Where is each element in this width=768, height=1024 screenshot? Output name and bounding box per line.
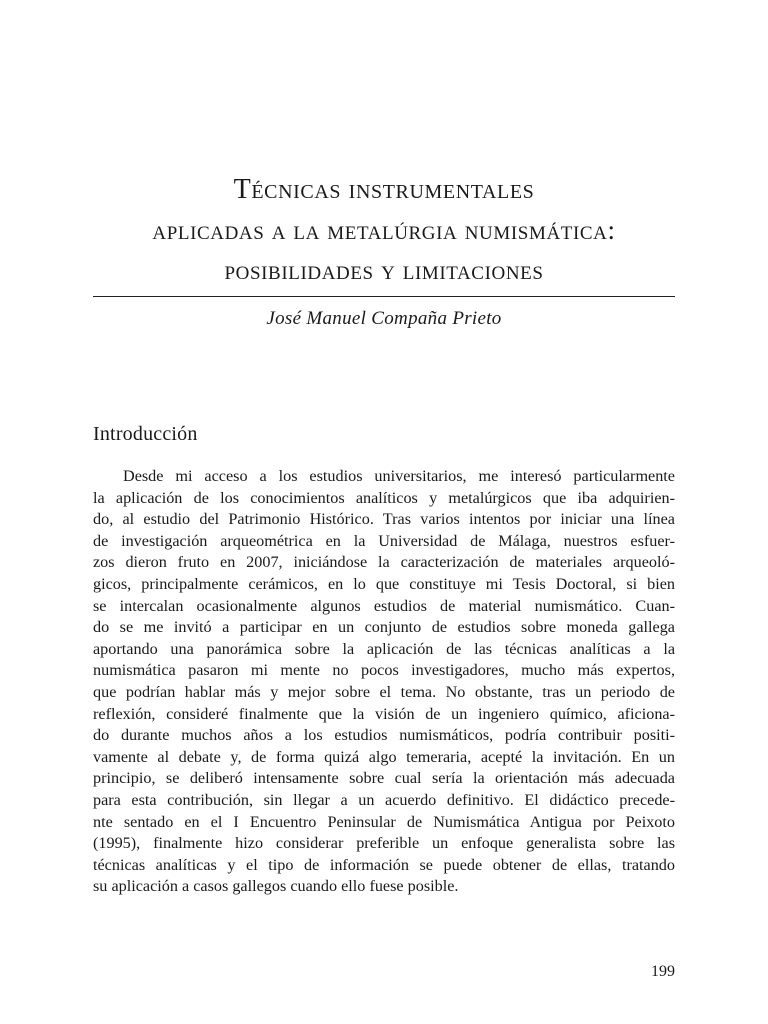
title-line-1: Técnicas instrumentales xyxy=(233,174,535,205)
body-paragraph xyxy=(93,466,675,898)
text-line: (1995), finalmente hizo considerar preferible un enfoque generalista sobre las xyxy=(93,834,675,853)
text-line: aportando una panorámica sobre la aplicación de las técnicas analíticas a la xyxy=(93,639,675,658)
text-line: numismática pasaron mi mente no pocos investigadores, mucho más expertos, xyxy=(93,661,675,680)
section-heading: Introducción xyxy=(93,423,198,445)
text-line: gicos, principalmente cerámicos, en lo que constituye mi Tesis Doctoral, si bien xyxy=(93,574,675,593)
text-line: de investigación arqueométrica en la Universidad de Málaga, nuestros esfuer- xyxy=(93,531,675,550)
title-divider xyxy=(93,296,675,297)
text-line: principio, se deliberó intensamente sobre cual sería la orientación más adecuada xyxy=(93,769,675,788)
text-line: reflexión, consideré finalmente que la visión de un ingeniero químico, aficiona- xyxy=(93,704,675,723)
text-line: la aplicación de los conocimientos analíticos y metalúrgicos que iba adquirien- xyxy=(93,488,675,507)
text-line: do, al estudio del Patrimonio Histórico. Tras varios intentos por iniciar una línea xyxy=(93,510,675,529)
text-line: que podrían hablar más y mejor sobre el tema. No obstante, tras un periodo de xyxy=(93,682,675,701)
text-line: do se me invitó a participar en un conjunto de estudios sobre moneda gallega xyxy=(93,618,675,637)
text-line: para esta contribución, sin llegar a un acuerdo definitivo. El didáctico precede- xyxy=(93,790,675,809)
title-line-3: posibilidades y limitaciones xyxy=(224,255,544,285)
text-line: Desde mi acceso a los estudios universitarios, me interesó particularmente xyxy=(123,467,675,485)
article-title xyxy=(0,170,768,290)
author-name: José Manuel Compaña Prieto xyxy=(266,308,502,329)
text-line: su aplicación a casos gallegos cuando ello fuese posible. xyxy=(93,877,459,896)
text-line: zos dieron fruto en 2007, iniciándose la caracterización de materiales arqueoló- xyxy=(93,553,675,572)
text-line: se intercalan ocasionalmente algunos estudios de material numismático. Cuan- xyxy=(93,596,675,615)
text-line: nte sentado en el I Encuentro Peninsular de Numismática Antigua por Peixoto xyxy=(93,812,675,831)
text-line: vamente al debate y, de forma quizá algo temeraria, acepté la invitación. En un xyxy=(93,747,675,766)
text-line: do durante muchos años a los estudios numismáticos, podría contribuir positi- xyxy=(93,726,675,745)
title-line-2: aplicadas a la metalúrgia numismática: xyxy=(152,215,616,245)
page-number: 199 xyxy=(651,963,675,980)
text-line: técnicas analíticas y el tipo de información se puede obtener de ellas, tratando xyxy=(93,855,675,874)
